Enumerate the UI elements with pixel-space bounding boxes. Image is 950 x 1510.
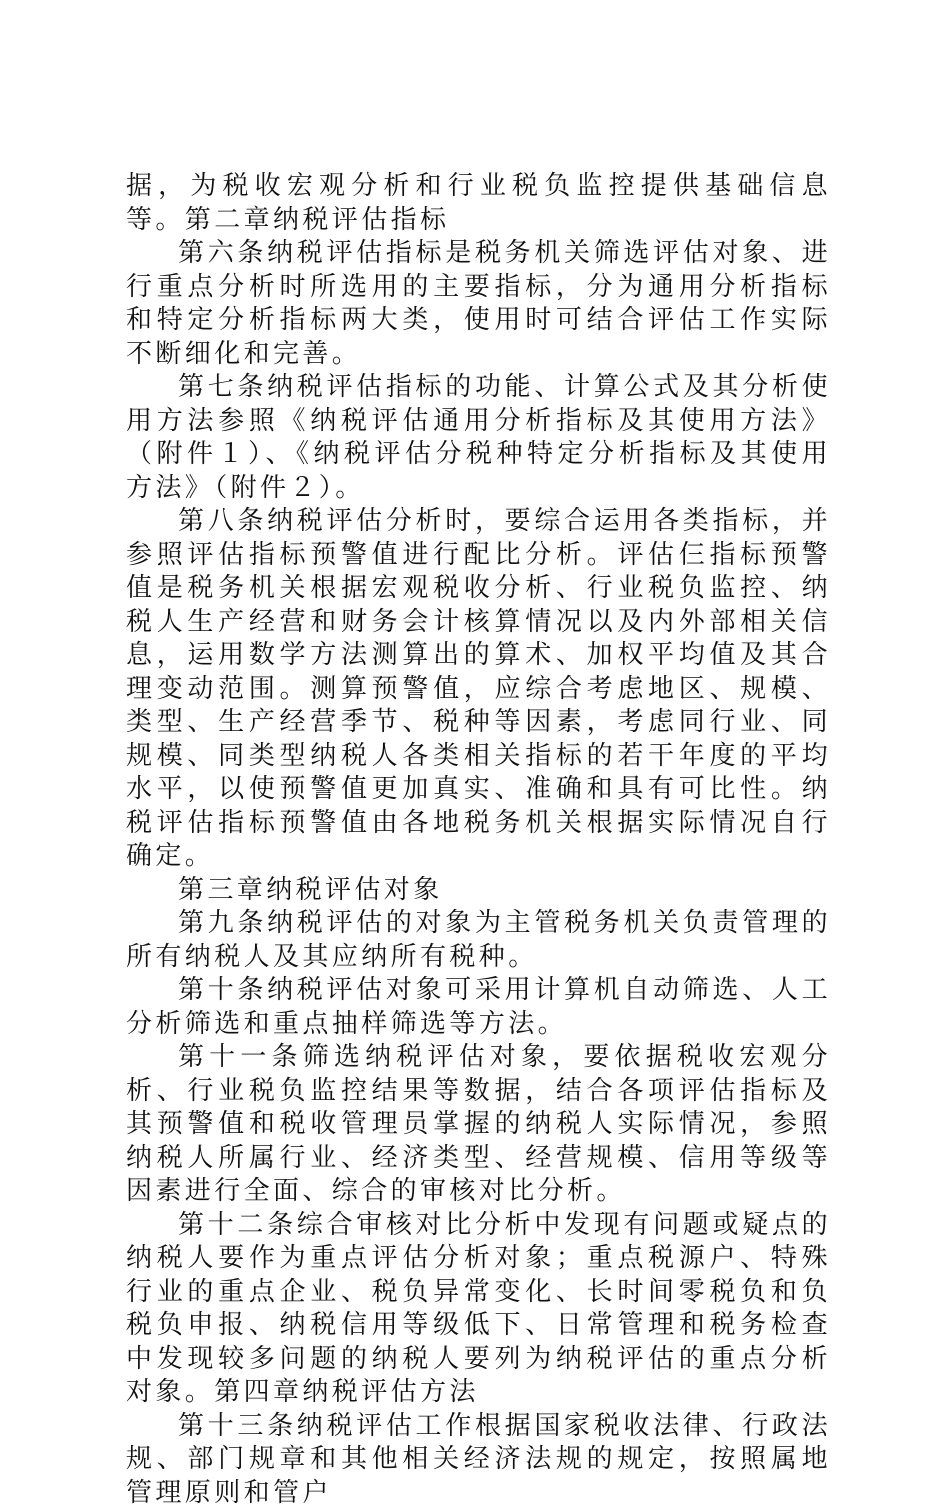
paragraph-article-8: 第八条纳税评估分析时，要综合运用各类指标，并参照评估指标预警值进行配比分析。评估仨指标预警值是税务机关根据宏观税收分析、行业税负监控、纳税人生产经营和财务会计核算情况以及内外部相关信息，运用数学方法测算出的算术、加权平均值及其合理变动范围。测算预警值，应综合考虑地区、规模、类型、生产经营季节、税种等因素，考虑同行业、同规模、同类型纳税人各类相关指标的若干年度的平均水平，以使预警值更加真实、准确和具有可比性。纳税评估指标预警值由各地税务机关根据实际情况自行确定。 bbox=[126, 505, 831, 874]
paragraph-article-10: 第十条纳税评估对象可采用计算机自动筛选、人工分析筛选和重点抽样筛选等方法。 bbox=[126, 974, 831, 1041]
paragraph-article-9: 第九条纳税评估的对象为主管税务机关负责管理的所有纳税人及其应纳所有税种。 bbox=[126, 907, 831, 974]
paragraph-article-7: 第七条纳税评估指标的功能、计算公式及其分析使用方法参照《纳税评估通用分析指标及其使用方法》（附件１）、《纳税评估分税种特定分析指标及其使用方法》（附件２）。 bbox=[126, 371, 831, 505]
document-body bbox=[126, 170, 831, 1510]
paragraph-article-11: 第十一条筛选纳税评估对象，要依据税收宏观分析、行业税负监控结果等数据，结合各项评估指标及其预警值和税收管理员掌握的纳税人实际情况，参照纳税人所属行业、经济类型、经营规模、信用等级等因素进行全面、综合的审核对比分析。 bbox=[126, 1041, 831, 1209]
paragraph-article-13: 第十三条纳税评估工作根据国家税收法律、行政法规、部门规章和其他相关经济法规的规定，按照属地管理原则和管户 bbox=[126, 1410, 831, 1510]
paragraph-article-6: 第六条纳税评估指标是税务机关筛选评估对象、进行重点分析时所选用的主要指标，分为通用分析指标和特定分析指标两大类，使用时可结合评估工作实际不断细化和完善。 bbox=[126, 237, 831, 371]
paragraph-article-12: 第十二条综合审核对比分析中发现有问题或疑点的纳税人要作为重点评估分析对象；重点税源户、特殊行业的重点企业、税负异常变化、长时间零税负和负税负申报、纳税信用等级低下、日常管理和税务检查中发现较多问题的纳税人要列为纳税评估的重点分析对象。第四章纳税评估方法 bbox=[126, 1209, 831, 1410]
paragraph-continuation: 据，为税收宏观分析和行业税负监控提供基础信息等。第二章纳税评估指标 bbox=[126, 170, 831, 237]
chapter-3-heading: 第三章纳税评估对象 bbox=[126, 874, 831, 908]
